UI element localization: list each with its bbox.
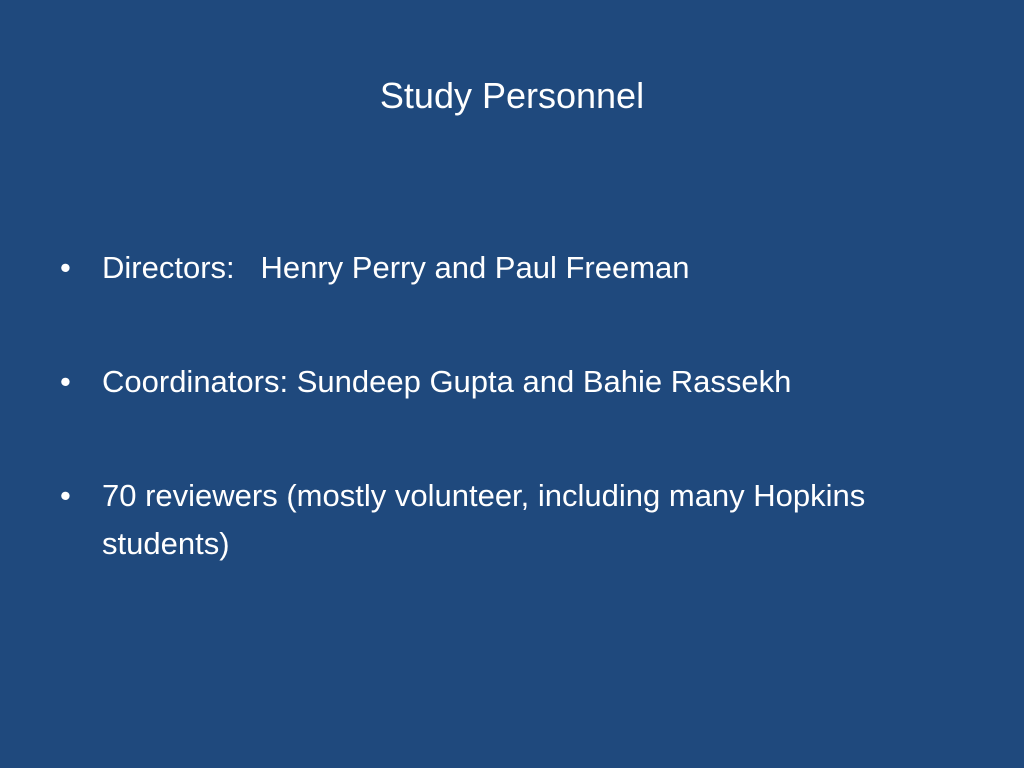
coordinators-text: Coordinators: Sundeep Gupta and Bahie Rassekh [102,364,792,399]
bullet-list [60,244,940,568]
slide-title: Study Personnel [379,75,645,116]
directors-text: Henry Perry and Paul Freeman [260,250,690,285]
directors-spacer [235,250,261,285]
bullet-icon: • [60,478,71,513]
directors-label: Directors: [102,250,235,285]
bullet-item-directors [60,244,940,292]
bullet-item-reviewers [60,472,940,568]
bullet-icon: • [60,364,71,399]
bullet-item-coordinators [60,358,940,406]
reviewers-text: 70 reviewers (mostly volunteer, including many Hopkins students) [102,478,866,561]
bullet-icon: • [60,250,71,285]
